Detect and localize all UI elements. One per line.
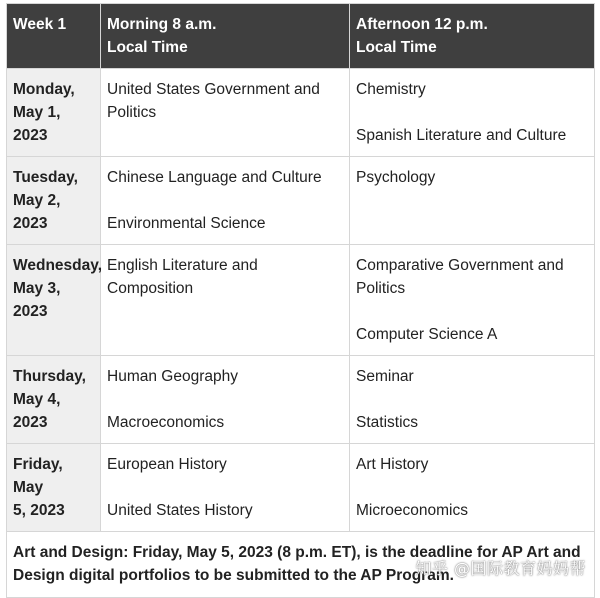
- table-row: [7, 356, 595, 444]
- exam-name: United States Government and Politics: [107, 78, 343, 124]
- morning-cell: [101, 245, 350, 356]
- header-afternoon-label: Afternoon 12 p.m.: [356, 13, 588, 36]
- exam-name: Computer Science A: [356, 323, 588, 346]
- day-line: 2023: [13, 124, 94, 147]
- afternoon-cell: [350, 356, 595, 444]
- day-line: May 4,: [13, 388, 94, 411]
- day-line: May: [13, 476, 94, 499]
- exam-name: Statistics: [356, 411, 588, 434]
- day-line: May 1,: [13, 101, 94, 124]
- morning-cell: [101, 157, 350, 245]
- table-row: [7, 157, 595, 245]
- exam-name: Chinese Language and Culture: [107, 166, 343, 189]
- afternoon-cell: [350, 444, 595, 532]
- table-row: [7, 444, 595, 532]
- header-morning-label: Morning 8 a.m.: [107, 13, 343, 36]
- exam-name: Psychology: [356, 166, 588, 189]
- day-cell: [7, 245, 101, 356]
- header-morning-sub: Local Time: [107, 36, 343, 59]
- exam-name: Comparative Government and Politics: [356, 254, 588, 300]
- deadline-note: Art and Design: Friday, May 5, 2023 (8 p.m. ET), is the deadline for AP Art and Design digital portfolios to be submitted to the AP Program.: [13, 544, 581, 584]
- exam-name: Seminar: [356, 365, 588, 388]
- morning-cell: [101, 69, 350, 157]
- day-line: 2023: [13, 411, 94, 434]
- exam-name: Microeconomics: [356, 499, 588, 522]
- schedule-table: [6, 3, 595, 598]
- day-line: Thursday,: [13, 365, 94, 388]
- exam-schedule: [6, 3, 594, 598]
- exam-name: Human Geography: [107, 365, 343, 388]
- table-row: [7, 69, 595, 157]
- day-cell: [7, 444, 101, 532]
- exam-name: Macroeconomics: [107, 411, 343, 434]
- watermark: 知乎 @国际教育妈妈帮: [415, 556, 586, 579]
- exam-name: Environmental Science: [107, 212, 343, 235]
- day-line: May 3,: [13, 277, 94, 300]
- exam-name: United States History: [107, 499, 343, 522]
- day-line: May 2,: [13, 189, 94, 212]
- exam-name: English Literature and Composition: [107, 254, 343, 300]
- morning-cell: [101, 356, 350, 444]
- morning-cell: [101, 444, 350, 532]
- exam-name: European History: [107, 453, 343, 476]
- day-line: Wednesday,: [13, 254, 94, 277]
- afternoon-cell: [350, 157, 595, 245]
- day-line: Monday,: [13, 78, 94, 101]
- day-cell: [7, 356, 101, 444]
- day-cell: [7, 69, 101, 157]
- exam-name: Art History: [356, 453, 588, 476]
- header-afternoon: [350, 4, 595, 69]
- day-line: Friday,: [13, 453, 94, 476]
- header-week-label: Week 1: [13, 16, 66, 33]
- day-line: 5, 2023: [13, 499, 94, 522]
- header-afternoon-sub: Local Time: [356, 36, 588, 59]
- day-cell: [7, 157, 101, 245]
- exam-name: Chemistry: [356, 78, 588, 101]
- day-line: Tuesday,: [13, 166, 94, 189]
- table-row: [7, 245, 595, 356]
- day-line: 2023: [13, 212, 94, 235]
- exam-name: Spanish Literature and Culture: [356, 124, 588, 147]
- day-line: 2023: [13, 300, 94, 323]
- afternoon-cell: [350, 69, 595, 157]
- header-week: [7, 4, 101, 69]
- header-morning: [101, 4, 350, 69]
- afternoon-cell: [350, 245, 595, 356]
- header-row: [7, 4, 595, 69]
